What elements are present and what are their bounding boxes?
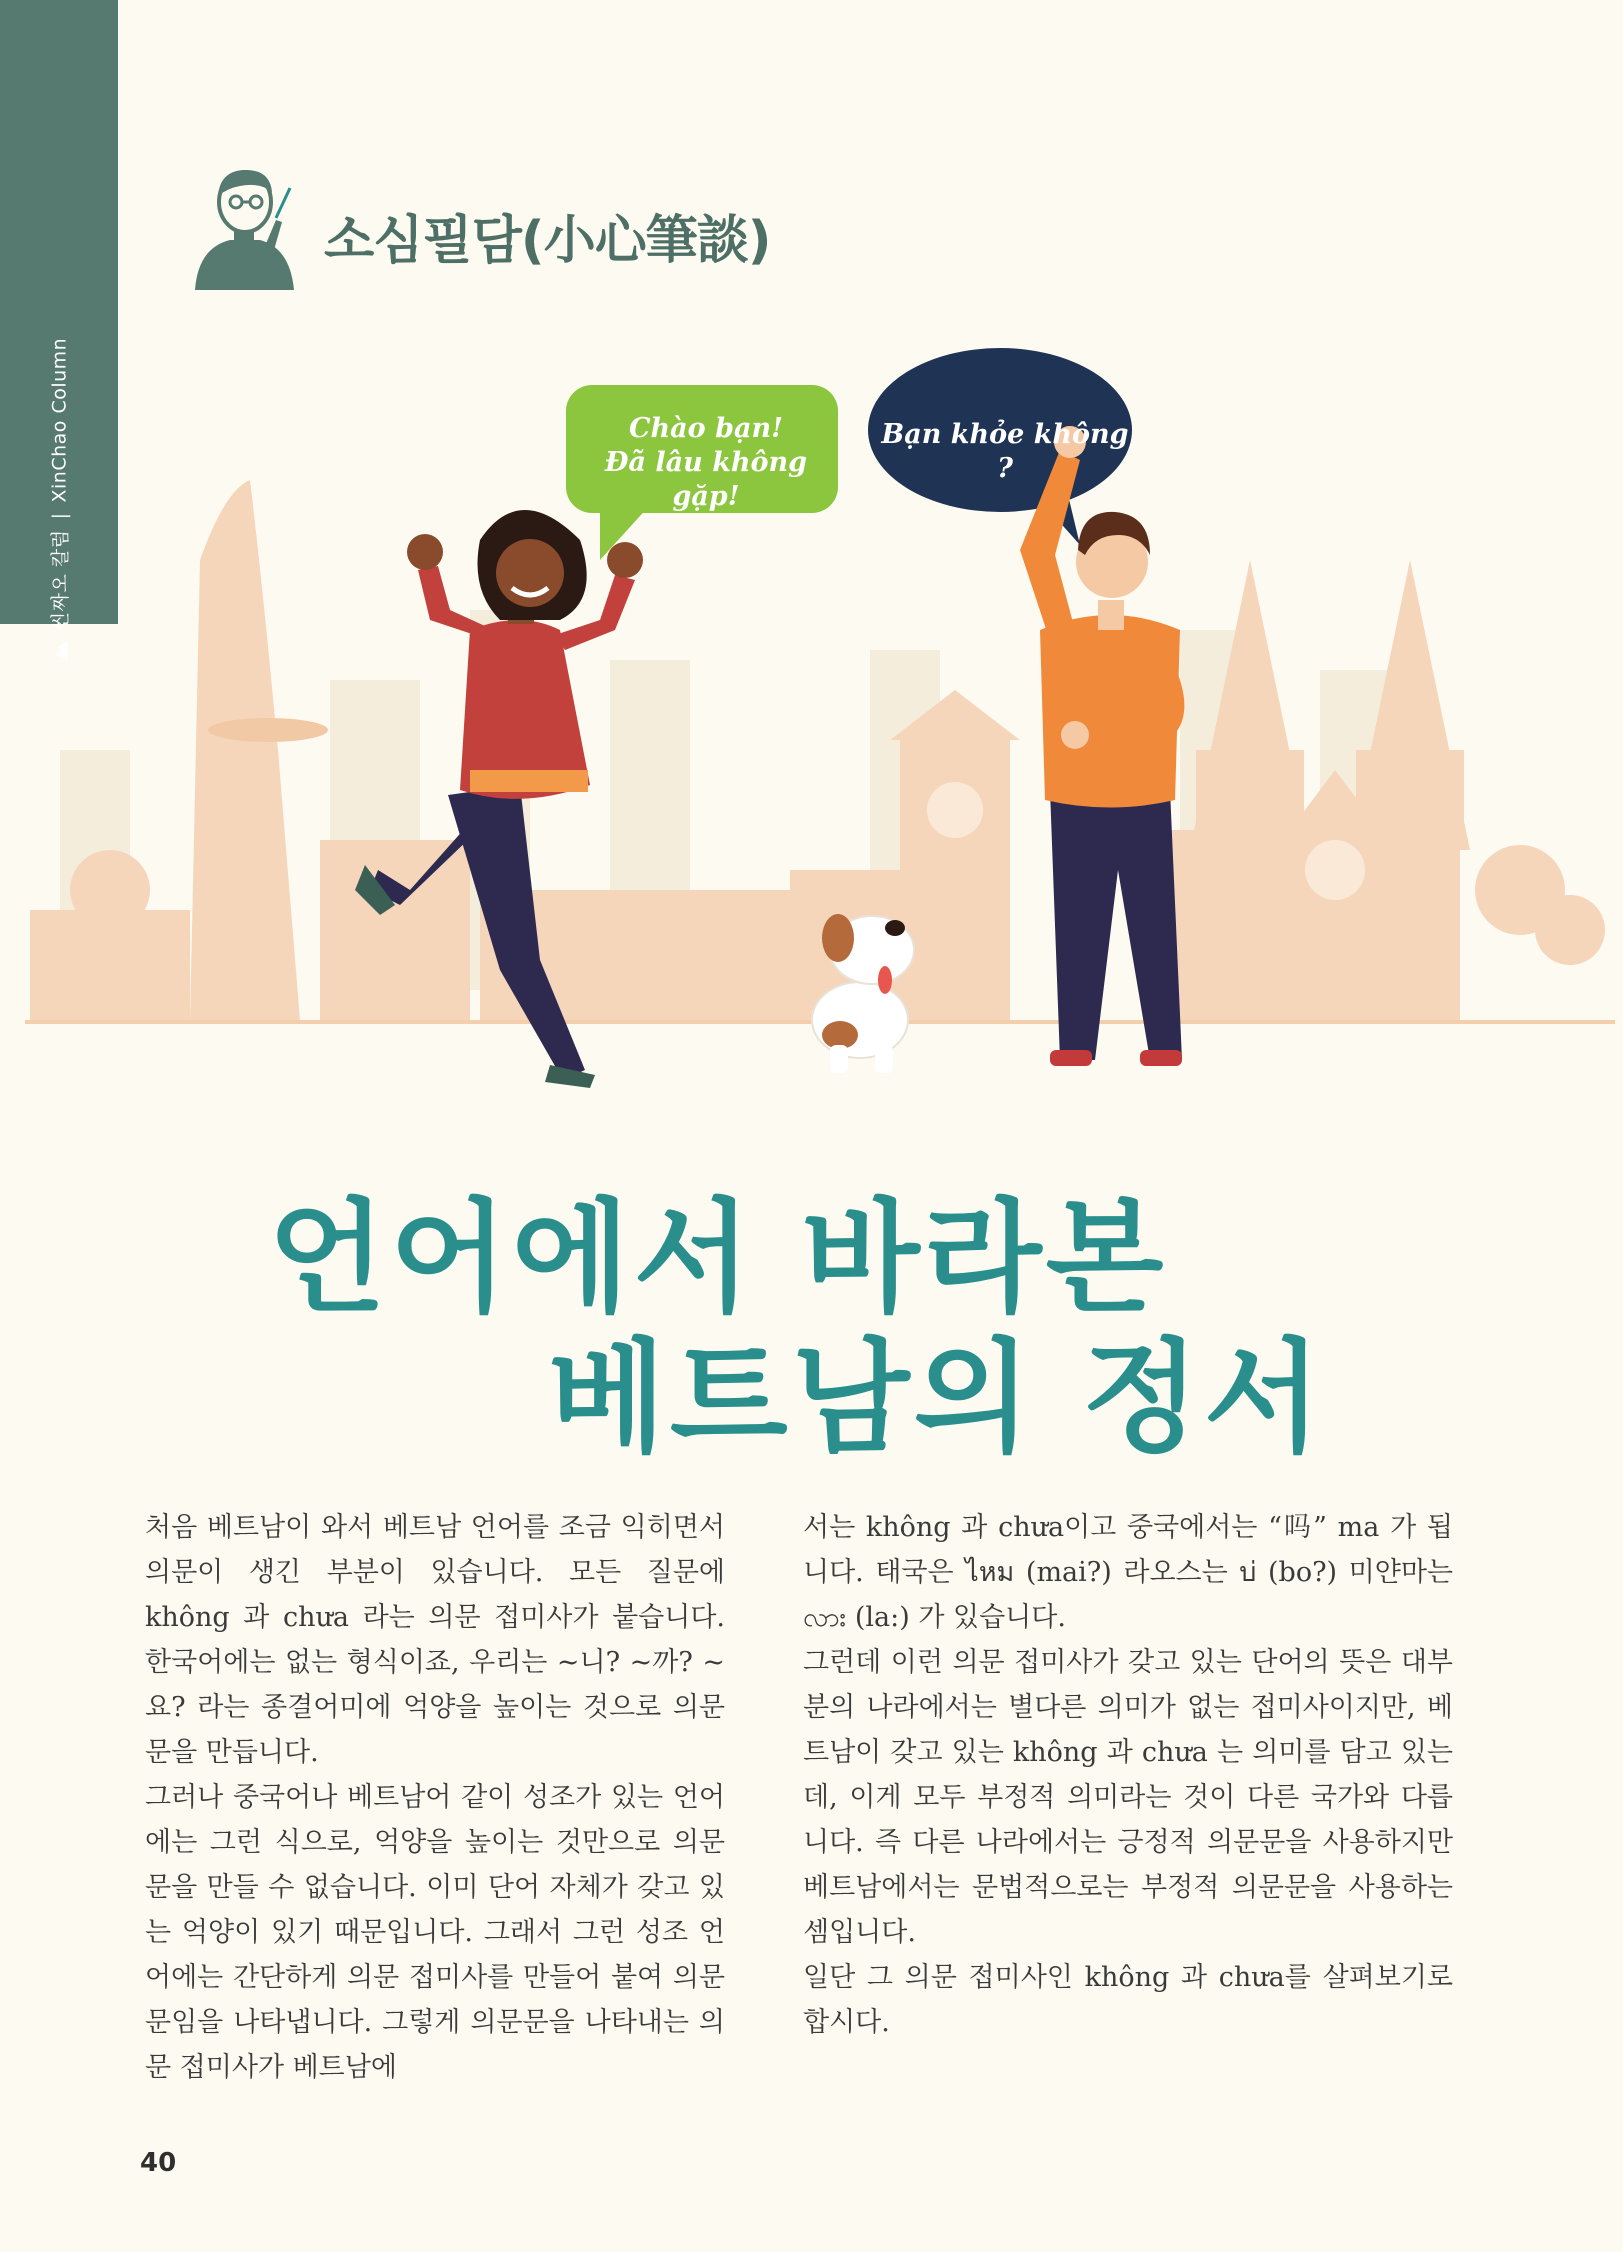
greeting-line-2: Đã lâu không gặp! bbox=[604, 446, 808, 512]
saigon-skyline bbox=[30, 480, 1605, 1020]
page-number: 40 bbox=[140, 2148, 177, 2178]
man-figure bbox=[1020, 426, 1184, 1066]
greeting-line-1: Chào bạn! bbox=[629, 413, 783, 444]
column-header bbox=[190, 160, 770, 290]
section-separator: | bbox=[48, 512, 70, 520]
greeting-bubble-text bbox=[576, 412, 836, 513]
paragraph: 서는 không 과 chưa이고 중국에서는 “吗” ma 가 됩니다. 태국은 ไหม (mai?) 라오스는 บ่ (bo?) 미얀마는 လား (la:) 가 있습니다. bbox=[803, 1512, 1453, 1633]
column-name: 소심필담(小心筆談) bbox=[324, 210, 771, 271]
article-column-right bbox=[803, 1505, 1453, 2045]
headline-line-1: 언어에서 바라본 bbox=[268, 1187, 1168, 1329]
columnist-avatar-icon bbox=[190, 160, 300, 290]
article-column-left bbox=[145, 1505, 725, 2090]
paragraph: 처음 베트남이 와서 베트남 언어를 조금 익히면서 의문이 생긴 부분이 있습니다. 모든 질문에 không 과 chưa 라는 의문 접미사가 붙습니다. 한국어에는 없는 형식이죠, 우리는 ~니? ~까? ~요? 라는 종결어미에 억양을 높이는 것으로 의문문을 만듭니다. bbox=[145, 1512, 725, 1768]
question-bubble-text: Bạn khỏe không ? bbox=[881, 419, 1129, 484]
paragraph: 그런데 이런 의문 접미사가 갖고 있는 단어의 뜻은 대부분의 나라에서는 별다른 의미가 없는 접미사이지만, 베트남이 갖고 있는 không 과 chưa 는 의미를 담고 있는데, 이게 모두 부정적 의미라는 것이 다른 국가와 다릅니다. 즉 다른 나라에서는 긍정적 의문문을 사용하지만 베트남에서는 문법적으로는 부정적 의문문을 사용하는 셈입니다. bbox=[803, 1647, 1453, 1948]
section-english-label: XinChao Column bbox=[48, 337, 70, 503]
headline-line-2: 베트남의 정서 bbox=[548, 1327, 1326, 1469]
section-korean-label: 씬짜오 칼럼 bbox=[49, 529, 72, 631]
paragraph: 일단 그 의문 접미사인 không 과 chưa를 살펴보기로 합시다. bbox=[803, 1962, 1453, 2038]
paragraph: 그러나 중국어나 베트남어 같이 성조가 있는 언어에는 그런 식으로, 억양을 높이는 것만으로 의문문을 만들 수 없습니다. 이미 단어 자체가 갖고 있는 억양이 있기 때문입니다. 그래서 그런 성조 언어에는 간단하게 의문 접미사를 만들어 붙여 의문문임을 나타냅니다. 그렇게 의문문을 나타내는 의문 접미사가 베트남에 bbox=[145, 1782, 725, 2083]
